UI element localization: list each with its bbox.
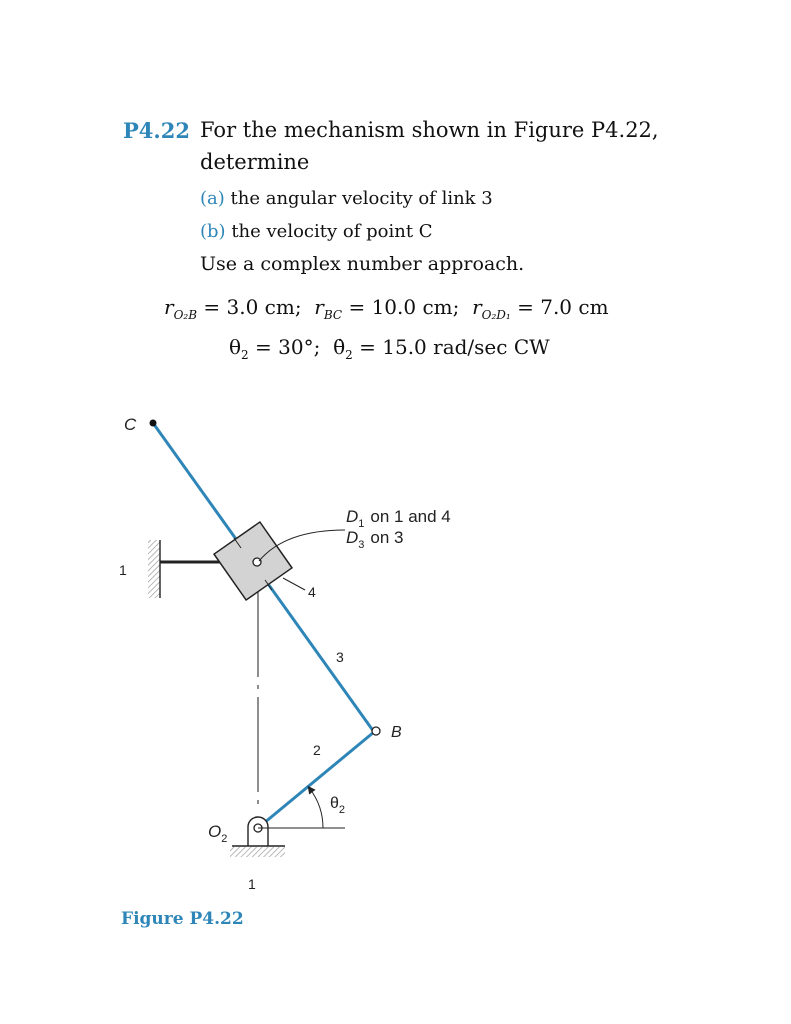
r-o2d1-subscript: O₂D₁ — [481, 308, 511, 322]
label-d3: $D_3$ on 3 — [346, 528, 404, 551]
label-o2: $O_2$ — [208, 822, 228, 845]
problem-stem-line1: For the mechanism shown in Figure P4.22, — [200, 118, 659, 142]
point-c — [150, 420, 157, 427]
r-o2b-subscript: O₂B — [173, 308, 198, 322]
label-ground-left: 1 — [119, 562, 127, 578]
slider-pin — [253, 558, 261, 566]
r-bc-subscript: BC — [323, 308, 343, 322]
r-o2b-symbol: r — [164, 295, 174, 319]
part-a-text: the angular velocity of link 3 — [230, 188, 493, 209]
problem-stem-line2: determine — [200, 150, 310, 174]
problem-number: P4.22 — [123, 118, 190, 143]
part-a-label: (a) — [200, 188, 225, 209]
link4-leader — [283, 578, 305, 590]
label-c: C — [124, 415, 137, 434]
r-o2d1-symbol: r — [472, 295, 482, 319]
label-b: B — [391, 724, 402, 741]
o2-ground-hatch — [230, 847, 285, 857]
label-link4: 4 — [308, 584, 316, 600]
theta2-value: = 30°; — [255, 335, 321, 359]
label-ground-bottom: 1 — [248, 876, 256, 892]
omega2-value: = 15.0 rad/sec CW — [359, 335, 550, 359]
r-o2b-value: = 3.0 cm; — [203, 295, 302, 319]
theta2-symbol: θ — [229, 335, 242, 359]
label-theta2: $\theta_2$ — [330, 795, 346, 816]
omega2-subscript: 2 — [345, 348, 353, 362]
omega2-symbol: θ̇ — [333, 335, 346, 359]
part-b-text: the velocity of point C — [231, 221, 433, 242]
theta-arc — [310, 789, 323, 828]
label-d1: $D_1$ on 1 and 4 — [346, 507, 451, 530]
r-bc-value: = 10.0 cm; — [348, 295, 460, 319]
r-bc-symbol: r — [314, 295, 324, 319]
label-link3: 3 — [336, 649, 344, 665]
joint-b — [372, 727, 380, 735]
part-b-label: (b) — [200, 221, 226, 242]
r-o2d1-value: = 7.0 cm — [517, 295, 609, 319]
ground-left-hatch — [148, 540, 160, 598]
label-link2: 2 — [313, 742, 321, 758]
theta2-subscript: 2 — [241, 348, 249, 362]
figure-caption: Figure P4.22 — [121, 909, 244, 929]
instruction: Use a complex number approach. — [200, 253, 525, 275]
